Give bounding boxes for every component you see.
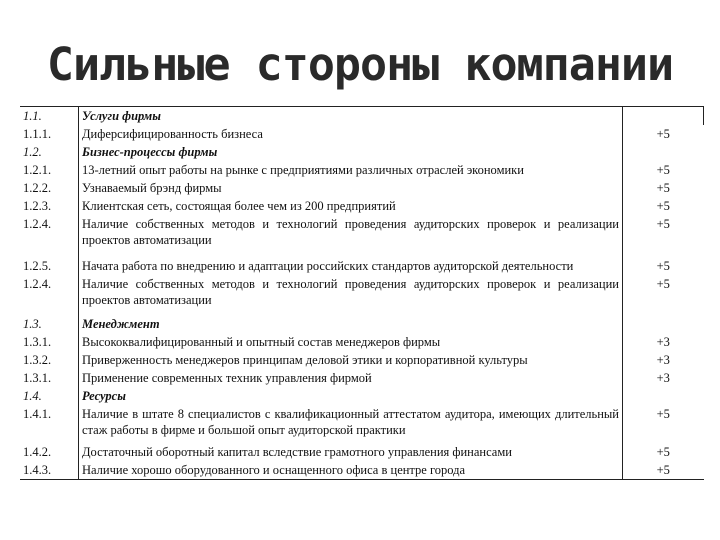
row-number: 1.2.3. <box>23 199 52 213</box>
table-row <box>20 333 704 351</box>
row-description: Высококвалифицированный и опытный состав менеджеров фирмы <box>79 333 623 351</box>
table-row <box>20 257 704 275</box>
table-row <box>20 125 704 143</box>
table-row <box>20 443 704 461</box>
row-number: 1.2. <box>23 145 42 159</box>
row-number: 1.2.5. <box>23 259 52 273</box>
row-score: +5 <box>656 217 670 231</box>
row-description: Ресурсы <box>79 387 623 405</box>
section-row <box>20 107 704 126</box>
row-score <box>623 107 704 126</box>
row-description: Услуги фирмы <box>79 107 623 126</box>
row-score: +5 <box>656 277 670 291</box>
row-description: Начата работа по внедрению и адаптации российских стандартов аудиторской деятельности <box>79 257 623 275</box>
row-number: 1.4.1. <box>23 407 52 421</box>
strengths-table-body <box>20 107 704 480</box>
row-description: Приверженность менеджеров принципам деловой этики и корпоративной культуры <box>79 351 623 369</box>
section-row <box>20 315 704 333</box>
row-description: Клиентская сеть, состоящая более чем из 200 предприятий <box>79 197 623 215</box>
row-description: Менеджмент <box>79 315 623 333</box>
table-row <box>20 461 704 480</box>
section-row <box>20 143 704 161</box>
row-number: 1.2.4. <box>23 277 52 291</box>
row-score: +3 <box>656 335 670 349</box>
row-description: 13-летний опыт работы на рынке с предприятиями различных отраслей экономики <box>79 161 623 179</box>
row-score <box>623 143 704 161</box>
row-number: 1.2.2. <box>23 181 52 195</box>
strengths-table <box>20 106 704 480</box>
row-score: +5 <box>656 127 670 141</box>
table-row <box>20 405 704 443</box>
row-score: +5 <box>656 181 670 195</box>
row-score: +5 <box>656 199 670 213</box>
row-score: +5 <box>656 407 670 421</box>
slide-title: Сильные стороны компании <box>46 38 674 91</box>
row-number: 1.2.1. <box>23 163 52 177</box>
table-row <box>20 161 704 179</box>
row-number: 1.3.1. <box>23 371 52 385</box>
row-number: 1.4.3. <box>20 461 79 480</box>
table-row <box>20 197 704 215</box>
row-number: 1.1. <box>20 107 79 126</box>
row-score: +3 <box>656 371 670 385</box>
table-row <box>20 179 704 197</box>
row-description: Наличие собственных методов и технологий проведения аудиторских проверок и реализации проектов автоматизации <box>79 275 623 315</box>
row-number: 1.2.4. <box>23 217 52 231</box>
row-description: Узнаваемый брэнд фирмы <box>79 179 623 197</box>
table-row <box>20 215 704 257</box>
row-description: Применение современных техник управления фирмой <box>79 369 623 387</box>
row-number: 1.3. <box>23 317 42 331</box>
row-score: +5 <box>656 163 670 177</box>
row-number: 1.1.1. <box>23 127 52 141</box>
row-description: Наличие собственных методов и технологий проведения аудиторских проверок и реализации проектов автоматизации <box>79 215 623 257</box>
row-description: Наличие в штате 8 специалистов с квалификационный аттестатом аудитора, имеющих длительный стаж работы в фирме и большой опыт аудиторской практики <box>79 405 623 443</box>
row-description: Бизнес-процессы фирмы <box>79 143 623 161</box>
table-row <box>20 275 704 315</box>
row-score: +5 <box>656 445 670 459</box>
row-description: Достаточный оборотный капитал вследствие грамотного управления финансами <box>79 443 623 461</box>
row-number: 1.3.2. <box>23 353 52 367</box>
row-description: Наличие хорошо оборудованного и оснащенного офиса в центре города <box>79 461 623 480</box>
row-description: Диферсифицированность бизнеса <box>79 125 623 143</box>
table-row <box>20 351 704 369</box>
table-row <box>20 369 704 387</box>
row-number: 1.4.2. <box>23 445 52 459</box>
row-number: 1.4. <box>23 389 42 403</box>
row-score: +5 <box>623 461 704 480</box>
row-score <box>623 315 704 333</box>
row-score: +5 <box>656 259 670 273</box>
row-number: 1.3.1. <box>23 335 52 349</box>
row-score <box>623 387 704 405</box>
section-row <box>20 387 704 405</box>
row-score: +3 <box>656 353 670 367</box>
